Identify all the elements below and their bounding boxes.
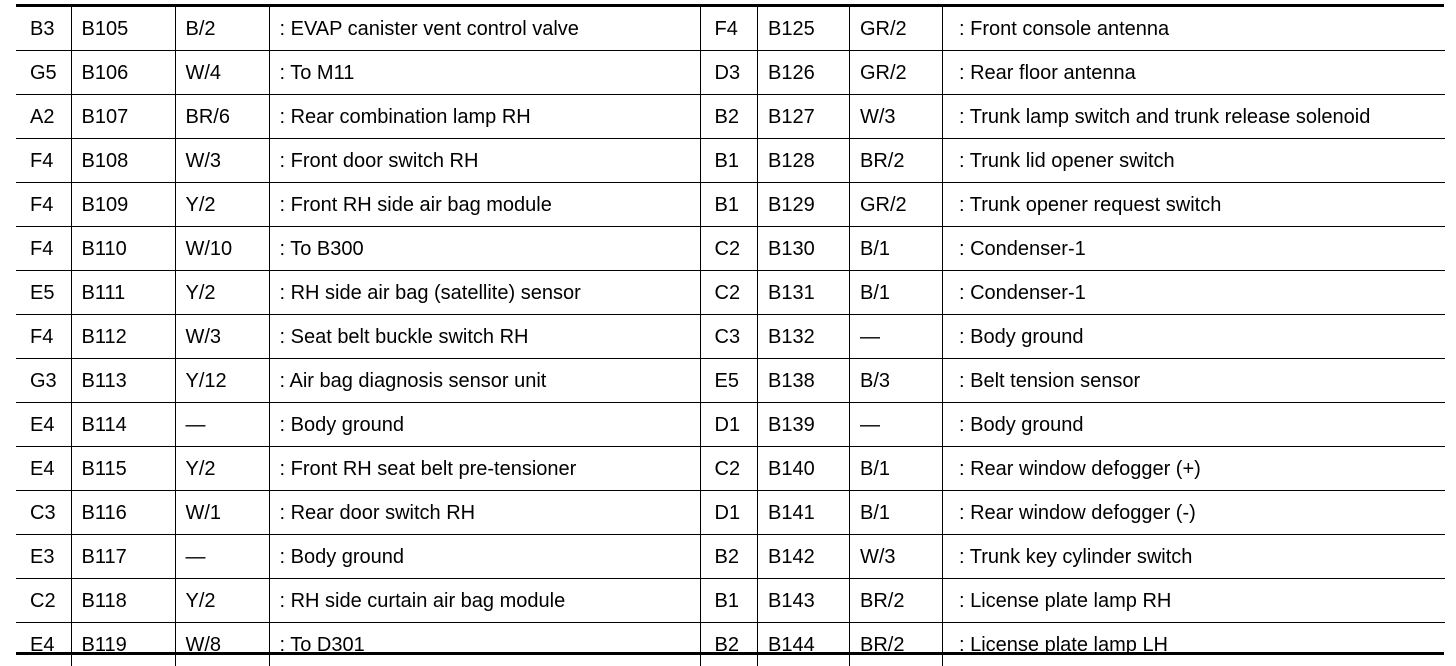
connector-cell: B126 [758,51,850,95]
connector-type-cell: — [850,315,943,359]
table-row [16,491,700,535]
connector-cell: B141 [758,491,850,535]
connector-table-right [701,7,1445,666]
connector-cell: B115 [71,447,175,491]
description-cell: : Trunk opener request switch [943,183,1445,227]
location-cell: A2 [16,95,71,139]
location-cell: G5 [16,51,71,95]
connector-type-cell: — [175,403,269,447]
table-row [16,51,700,95]
location-cell: C3 [16,491,71,535]
connector-type-cell: Y/2 [175,183,269,227]
connector-cell: B139 [758,403,850,447]
description-cell: : To M11 [269,51,700,95]
connector-list [16,4,1444,655]
connector-type-cell: B/1 [850,447,943,491]
table-row [701,447,1445,491]
connector-cell: B142 [758,535,850,579]
connector-type-cell: W/8 [175,623,269,666]
connector-type-cell: Y/12 [175,359,269,403]
description-cell: : Rear window defogger (-) [943,491,1445,535]
table-row [16,447,700,491]
description-cell: : Front door switch RH [269,139,700,183]
table-row [701,227,1445,271]
description-cell: : Trunk lamp switch and trunk release solenoid [943,95,1445,139]
location-cell: C2 [701,447,758,491]
location-cell: B1 [701,579,758,623]
description-cell: : License plate lamp RH [943,579,1445,623]
description-cell: : Rear door switch RH [269,491,700,535]
connector-type-cell: B/1 [850,491,943,535]
connector-cell: B105 [71,7,175,51]
location-cell: B1 [701,139,758,183]
table-row [16,359,700,403]
connector-cell: B112 [71,315,175,359]
location-cell: F4 [701,7,758,51]
connector-type-cell: W/3 [850,535,943,579]
connector-type-cell: Y/2 [175,579,269,623]
connector-cell: B140 [758,447,850,491]
connector-cell: B128 [758,139,850,183]
connector-cell: B108 [71,139,175,183]
table-row [701,139,1445,183]
location-cell: D3 [701,51,758,95]
location-cell: C2 [701,271,758,315]
connector-table-left [16,7,701,666]
location-cell: E4 [16,403,71,447]
connector-cell: B117 [71,535,175,579]
connector-type-cell: W/4 [175,51,269,95]
location-cell: B3 [16,7,71,51]
location-cell: F4 [16,139,71,183]
connector-type-cell: W/1 [175,491,269,535]
table-row [16,315,700,359]
description-cell: : Condenser-1 [943,271,1445,315]
location-cell: F4 [16,315,71,359]
connector-type-cell: B/1 [850,271,943,315]
connector-cell: B110 [71,227,175,271]
location-cell: E4 [16,623,71,666]
table-row [16,95,700,139]
connector-type-cell: BR/2 [850,139,943,183]
description-cell: : Condenser-1 [943,227,1445,271]
description-cell: : EVAP canister vent control valve [269,7,700,51]
connector-type-cell: Y/2 [175,271,269,315]
table-row [701,7,1445,51]
table-row [701,491,1445,535]
connector-type-cell: BR/2 [850,623,943,666]
table-row [701,51,1445,95]
connector-type-cell: Y/2 [175,447,269,491]
table-row [16,623,700,666]
connector-type-cell: W/3 [850,95,943,139]
table-row [16,183,700,227]
description-cell: : Rear combination lamp RH [269,95,700,139]
connector-cell: B118 [71,579,175,623]
connector-cell: B119 [71,623,175,666]
connector-cell: B116 [71,491,175,535]
description-cell: : Rear window defogger (+) [943,447,1445,491]
description-cell: : To D301 [269,623,700,666]
table-row [701,579,1445,623]
table-row [701,95,1445,139]
table-row [701,535,1445,579]
connector-cell: B138 [758,359,850,403]
location-cell: B2 [701,623,758,666]
table-row [701,183,1445,227]
connector-type-cell: — [850,403,943,447]
location-cell: E4 [16,447,71,491]
connector-type-cell: B/2 [175,7,269,51]
location-cell: E5 [16,271,71,315]
location-cell: E5 [701,359,758,403]
connector-type-cell: — [175,535,269,579]
location-cell: F4 [16,227,71,271]
connector-cell: B130 [758,227,850,271]
description-cell: : Body ground [943,403,1445,447]
description-cell: : Seat belt buckle switch RH [269,315,700,359]
description-cell: : Trunk lid opener switch [943,139,1445,183]
description-cell: : RH side curtain air bag module [269,579,700,623]
connector-cell: B143 [758,579,850,623]
location-cell: C3 [701,315,758,359]
description-cell: : License plate lamp LH [943,623,1445,666]
table-row [16,579,700,623]
description-cell: : Rear floor antenna [943,51,1445,95]
table-row [16,139,700,183]
connector-type-cell: GR/2 [850,183,943,227]
location-cell: B2 [701,95,758,139]
location-cell: G3 [16,359,71,403]
connector-type-cell: W/3 [175,315,269,359]
description-cell: : Body ground [943,315,1445,359]
description-cell: : Body ground [269,403,700,447]
table-row [701,403,1445,447]
connector-cell: B127 [758,95,850,139]
connector-type-cell: GR/2 [850,7,943,51]
table-row [16,271,700,315]
connector-type-cell: BR/2 [850,579,943,623]
description-cell: : Front RH side air bag module [269,183,700,227]
connector-type-cell: GR/2 [850,51,943,95]
location-cell: C2 [16,579,71,623]
description-cell: : Front console antenna [943,7,1445,51]
connector-type-cell: W/3 [175,139,269,183]
connector-type-cell: BR/6 [175,95,269,139]
connector-table-left-body [16,7,700,666]
connector-cell: B144 [758,623,850,666]
location-cell: E3 [16,535,71,579]
description-cell: : RH side air bag (satellite) sensor [269,271,700,315]
location-cell: D1 [701,491,758,535]
location-cell: F4 [16,183,71,227]
connector-table-right-body [701,7,1445,666]
table-row [16,403,700,447]
description-cell: : To B300 [269,227,700,271]
table-row [16,227,700,271]
description-cell: : Air bag diagnosis sensor unit [269,359,700,403]
description-cell: : Front RH seat belt pre-tensioner [269,447,700,491]
connector-cell: B131 [758,271,850,315]
connector-cell: B109 [71,183,175,227]
connector-type-cell: B/3 [850,359,943,403]
description-cell: : Belt tension sensor [943,359,1445,403]
connector-type-cell: B/1 [850,227,943,271]
connector-cell: B125 [758,7,850,51]
location-cell: C2 [701,227,758,271]
table-row [701,623,1445,666]
table-row [701,271,1445,315]
connector-cell: B132 [758,315,850,359]
connector-type-cell: W/10 [175,227,269,271]
location-cell: B1 [701,183,758,227]
connector-cell: B113 [71,359,175,403]
description-cell: : Trunk key cylinder switch [943,535,1445,579]
connector-cell: B106 [71,51,175,95]
table-row [16,535,700,579]
location-cell: D1 [701,403,758,447]
connector-cell: B129 [758,183,850,227]
connector-cell: B114 [71,403,175,447]
table-row [701,359,1445,403]
location-cell: B2 [701,535,758,579]
description-cell: : Body ground [269,535,700,579]
table-row [16,7,700,51]
connector-cell: B107 [71,95,175,139]
table-row [701,315,1445,359]
connector-cell: B111 [71,271,175,315]
